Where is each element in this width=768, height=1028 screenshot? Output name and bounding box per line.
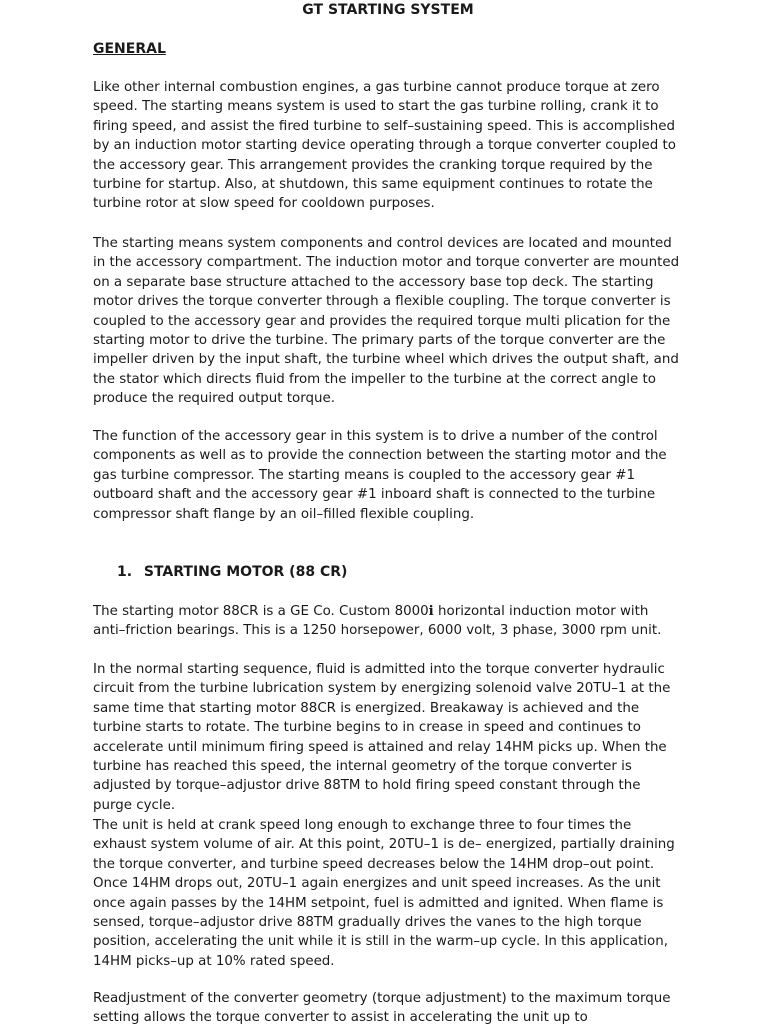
document-title: GT STARTING SYSTEM — [302, 2, 474, 18]
paragraph-starting-sequence: In the normal starting sequence, fluid is admitted into the torque converter hydraulic circuit from the turbine lubrication system by energizing solenoid valve 20TU–1 at the same time that starting motor 88CR is energized. Breakaway is achieved and the turbine starts to rotate. The turbine begins to in crease in speed and continues to accelerate until minimum firing speed is attained and relay 14HM picks up. When the turbine has reached this speed, the internal geometry of the torque converter is adjusted by torque–adjustor drive 88TM to hold firing speed constant through the purge cycle. — [93, 662, 671, 813]
paragraph-readjustment: Readjustment of the converter geometry (torque adjustment) to the maximum torque setting allows the torque converter to assist in accelerating the unit up to — [93, 991, 671, 1026]
paragraph-motor-spec: The starting motor 88CR is a GE Co. Custom 8000ℹ horizontal induction motor with anti–friction bearings. This is a 1250 horsepower, 6000 volt, 3 phase, 3000 rpm unit. — [93, 604, 662, 639]
paragraph-intro: Like other internal combustion engines, a gas turbine cannot produce torque at zero speed. The starting means system is used to start the gas turbine rolling, crank it to firing speed, and assist the fired turbine to self–sustaining speed. This is accomplished by an induction motor starting device operating through a torque converter coupled to the accessory gear. This arrangement provides the cranking torque required by the turbine for startup. Also, at shutdown, this same equipment continues to rotate the turbine rotor at slow speed for cooldown purposes. — [93, 80, 676, 212]
section-number: 1. — [117, 564, 133, 580]
section-title: STARTING MOTOR (88 CR) — [143, 564, 348, 580]
paragraph-crank-speed: The unit is held at crank speed long enough to exchange three to four times the exhaust system volume of air. At this point, 20TU–1 is de– energized, partially draining the torque converter, and turbine speed decreases below the 14HM drop–out point. Once 14HM drops out, 20TU–1 again energizes and unit speed increases. As the unit once again passes by the 14HM setpoint, fuel is admitted and ignited. When flame is sensed, torque–adjustor drive 88TM gradually drives the vanes to the high torque position, accelerating the unit while it is still in the warm–up cycle. In this application, 14HM picks–up at 10% rated speed. — [93, 818, 675, 969]
section-heading-starting-motor — [117, 562, 347, 582]
paragraph-components: The starting means system components and control devices are located and mounted in the accessory compartment. The induction motor and torque converter are mounted on a separate base structure attached to the accessory base top deck. The starting motor drives the torque converter through a flexible coupling. The torque converter is coupled to the accessory gear and provides the required torque multi plication for the starting motor to drive the turbine. The primary parts of the torque converter are the impeller driven by the input shaft, the turbine wheel which drives the output shaft, and the stator which directs fluid from the impeller to the turbine at the correct angle to produce the required output torque. — [93, 236, 680, 407]
general-heading: GENERAL — [93, 41, 166, 57]
paragraph-accessory-gear: The function of the accessory gear in this system is to drive a number of the control components as well as to provide the connection between the starting motor and the gas turbine compressor. The starting means is coupled to the accessory gear #1 outboard shaft and the accessory gear #1 inboard shaft is connected to the turbine compressor shaft flange by an oil–filled flexible coupling. — [93, 429, 667, 522]
